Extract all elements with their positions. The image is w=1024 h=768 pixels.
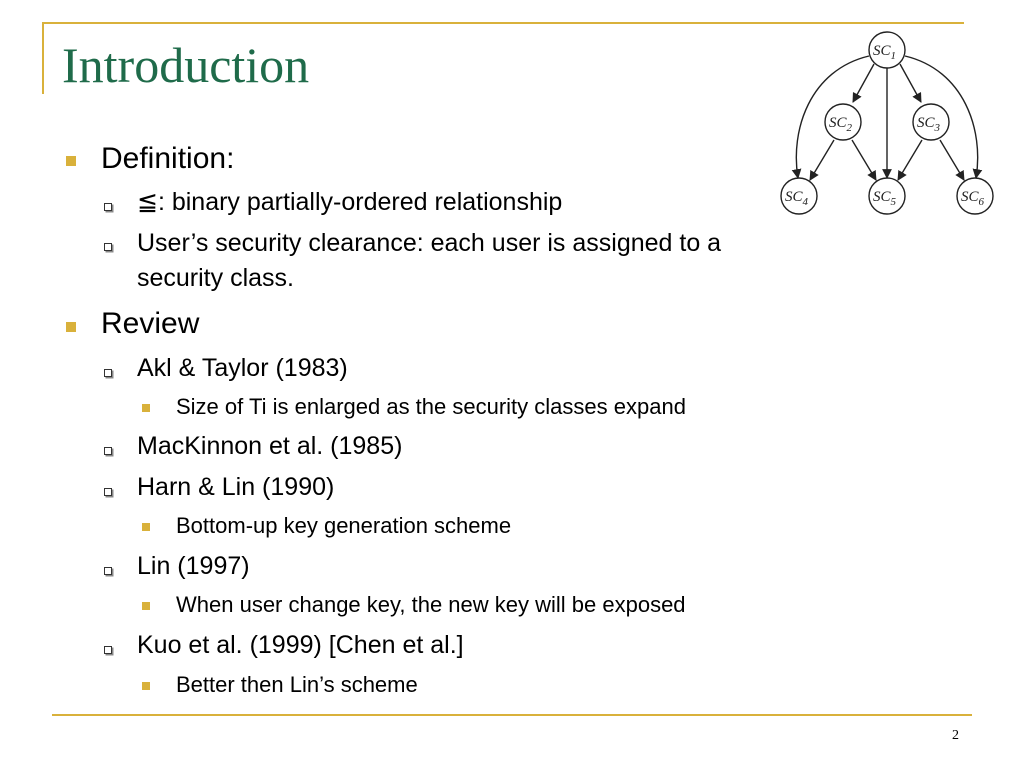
definition-item-relationship: ≦: binary partially-ordered relationship [137, 188, 563, 216]
bullet-square [142, 602, 150, 610]
edge-sc3-sc6 [940, 140, 964, 180]
bullet-hollow-square [104, 203, 112, 211]
review-note-harn-lin: Bottom-up key generation scheme [176, 513, 512, 538]
review-entry-lin: Lin (1997) [137, 552, 250, 580]
bullet-hollow-square [104, 567, 112, 575]
definition-item-clearance: User’s security clearance: each user is assigned to a [137, 229, 722, 257]
bullet-hollow-square [104, 369, 112, 377]
bullet-square [66, 322, 76, 332]
node-sc3-label: $SC_3$ [917, 115, 941, 134]
review-note-akl-taylor: Size of Ti is enlarged as the security classes expand [176, 394, 686, 419]
top-rule [42, 22, 964, 24]
node-sc6-label: $SC_6$ [961, 189, 985, 208]
bullet-hollow-square [104, 447, 112, 455]
review-entry-akl-taylor: Akl & Taylor (1983) [137, 354, 348, 382]
definition-item-clearance-cont: security class. [137, 264, 294, 292]
bottom-rule [52, 714, 972, 716]
review-note-lin: When user change key, the new key will be exposed [176, 592, 686, 617]
node-sc4-label: $SC_4$ [785, 189, 809, 208]
bullet-hollow-square [104, 488, 112, 496]
node-sc5-label: $SC_5$ [873, 189, 897, 208]
bullet-square [66, 156, 76, 166]
review-entry-kuo: Kuo et al. (1999) [Chen et al.] [137, 631, 464, 659]
edge-sc2-sc5 [852, 140, 876, 180]
bullet-square [142, 523, 150, 531]
review-heading: Review [101, 307, 200, 340]
security-class-hierarchy-diagram [770, 30, 1000, 220]
page-number: 2 [952, 728, 959, 743]
bullet-hollow-square [104, 646, 112, 654]
review-note-kuo: Better then Lin’s scheme [176, 672, 418, 697]
bullet-square [142, 404, 150, 412]
left-rule [42, 22, 44, 94]
definition-heading: Definition: [101, 142, 235, 175]
bullet-square [142, 682, 150, 690]
bullet-hollow-square [104, 243, 112, 251]
edge-sc1-sc2 [853, 64, 874, 102]
node-sc1-label: $SC_1$ [873, 43, 897, 62]
review-entry-harn-lin: Harn & Lin (1990) [137, 473, 335, 501]
review-entry-mackinnon: MacKinnon et al. (1985) [137, 432, 403, 460]
node-sc2-label: $SC_2$ [829, 115, 853, 134]
edge-sc1-sc3 [900, 64, 921, 102]
edge-sc2-sc4 [810, 140, 834, 180]
slide-title: Introduction [62, 37, 310, 93]
edge-sc3-sc5 [898, 140, 922, 180]
